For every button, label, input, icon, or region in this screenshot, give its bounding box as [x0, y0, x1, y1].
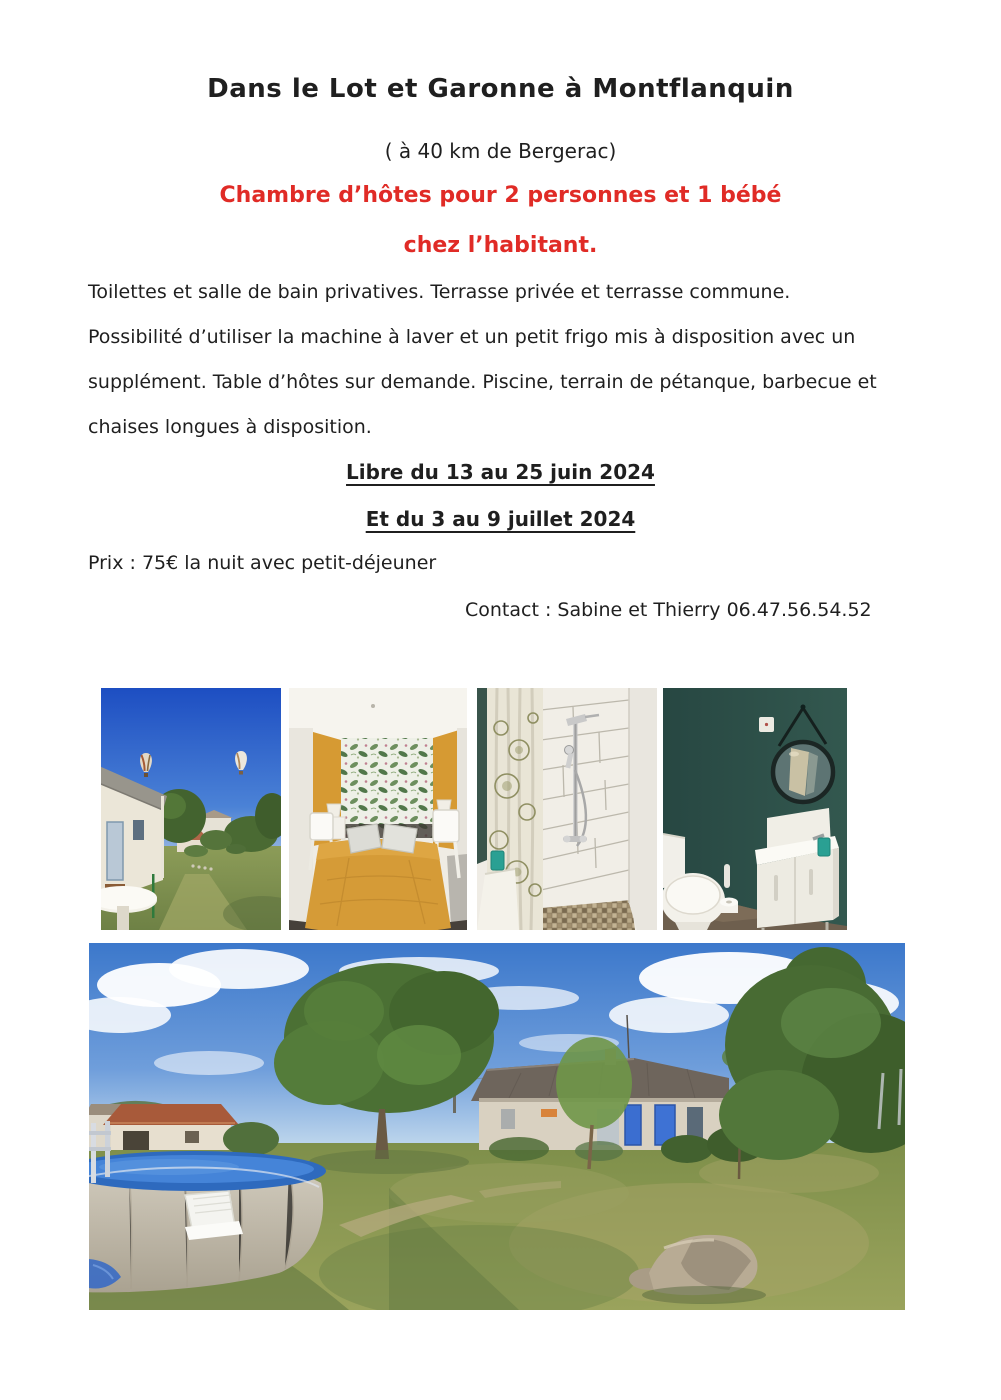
highlight-line-2: chez l’habitant. — [403, 233, 598, 258]
highlight-line-1: Chambre d’hôtes pour 2 personnes et 1 bébé — [219, 183, 782, 208]
price-line: Prix : 75€ la nuit avec petit-déjeuner — [88, 552, 437, 574]
photo-garden-pool — [89, 943, 905, 1310]
description-line: chaises longues à disposition. — [88, 416, 372, 438]
page-title: Dans le Lot et Garonne à Montflanquin — [207, 74, 794, 104]
photo-garden-balloons — [101, 688, 281, 930]
photo-bathroom — [663, 688, 847, 930]
availability-line-2: Et du 3 au 9 juillet 2024 — [365, 507, 636, 531]
description-line: supplément. Table d’hôtes sur demande. Piscine, terrain de pétanque, barbecue et — [88, 371, 877, 393]
contact-line: Contact : Sabine et Thierry 06.47.56.54.52 — [465, 599, 872, 621]
availability-line-1: Libre du 13 au 25 juin 2024 — [346, 460, 655, 484]
description-line: Possibilité d’utiliser la machine à laver et un petit frigo mis à disposition avec un — [88, 326, 856, 348]
page-subtitle: ( à 40 km de Bergerac) — [384, 139, 617, 163]
photo-shower — [477, 688, 657, 930]
photo-bedroom — [289, 688, 467, 930]
description-line: Toilettes et salle de bain privatives. Terrasse privée et terrasse commune. — [88, 281, 791, 303]
description-paragraph — [88, 270, 877, 450]
